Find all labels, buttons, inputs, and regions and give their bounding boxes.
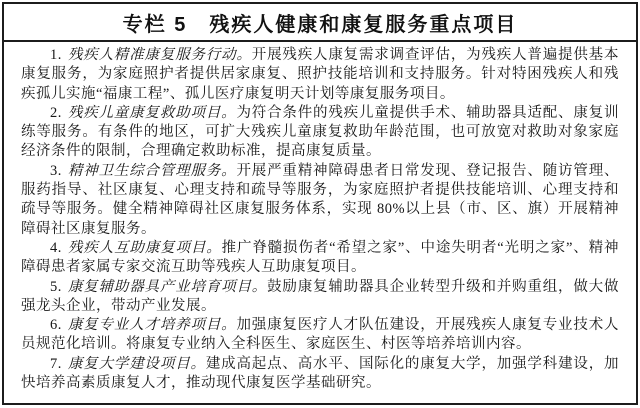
item-description: 加强康复医疗人才队伍建设，开展残疾人康复专业技术人员规范化培训。将康复专业纳入全科医生、家庭医生、村医等培养培训内容。 xyxy=(21,317,620,353)
item-number: 3. xyxy=(50,162,62,179)
item-name: 康复专业人才培养项目。 xyxy=(67,317,237,334)
item-description: 开展残疾人康复需求调查评估，为残疾人普遍提供基本康复服务，为家庭照护者提供居家康复、照护技能培训和支持服务。针对特困残疾人和残疾孤儿实施“福康工程”、孤儿医疗康复明天计划等康复服务项目。 xyxy=(21,47,620,102)
item-description: 鼓励康复辅助器具企业转型升级和并购重组，做大做强龙头企业，带动产业发展。 xyxy=(21,278,619,314)
project-item-1 xyxy=(21,46,619,104)
item-name: 精神卫生综合管理服务。 xyxy=(67,162,237,179)
item-description: 开展严重精神障碍患者日常发现、登记报告、随访管理、服药指导、社区康复、心理支持和疏导等服务，为家庭照护者提供技能培训、心理支持和疏导等服务。健全精神障碍社区康复服务体系，实现 80%以上县（市、区、旗）开展精神障碍社区康复服务。 xyxy=(21,162,620,237)
item-description: 推广脊髓损伤者“希望之家”、中途失明者“光明之家”、精神障碍患者家属专家交流互助等残疾人互助康复项目。 xyxy=(21,239,619,276)
project-item-2 xyxy=(21,104,619,162)
project-item-6 xyxy=(21,316,619,355)
item-name: 康复大学建设项目。 xyxy=(67,355,206,372)
item-name: 残疾人互助康复项目。 xyxy=(67,239,222,256)
project-item-4 xyxy=(21,239,619,278)
item-number: 6. xyxy=(50,317,62,334)
item-number: 7. xyxy=(50,355,62,372)
item-name: 残疾儿童康复救助项目。 xyxy=(67,104,237,121)
project-item-3 xyxy=(21,162,619,239)
item-name: 残疾人精准康复服务行动。 xyxy=(67,47,252,63)
panel-body xyxy=(4,42,636,403)
item-number: 5. xyxy=(50,278,62,295)
item-number: 4. xyxy=(50,239,62,256)
column-panel xyxy=(2,2,638,405)
item-description: 建成高起点、高水平、国际化的康复大学，加强学科建设，加快培养高素质康复人才，推动现代康复医学基础研究。 xyxy=(21,355,620,392)
panel-title: 专栏 5 残疾人健康和康复服务重点项目 xyxy=(122,13,518,36)
project-item-7 xyxy=(21,355,619,394)
project-item-5 xyxy=(21,278,619,317)
item-number: 1. xyxy=(50,47,62,63)
panel-header xyxy=(4,4,636,42)
item-description: 为符合条件的残疾儿童提供手术、辅助器具适配、康复训练等服务。有条件的地区，可扩大残疾儿童康复救助年龄范围，也可放宽对救助对象家庭经济条件的限制，合理确定救助标准，提高康复质量。 xyxy=(21,104,620,160)
item-name: 康复辅助器具产业培育项目。 xyxy=(67,278,268,295)
item-number: 2. xyxy=(50,104,62,121)
